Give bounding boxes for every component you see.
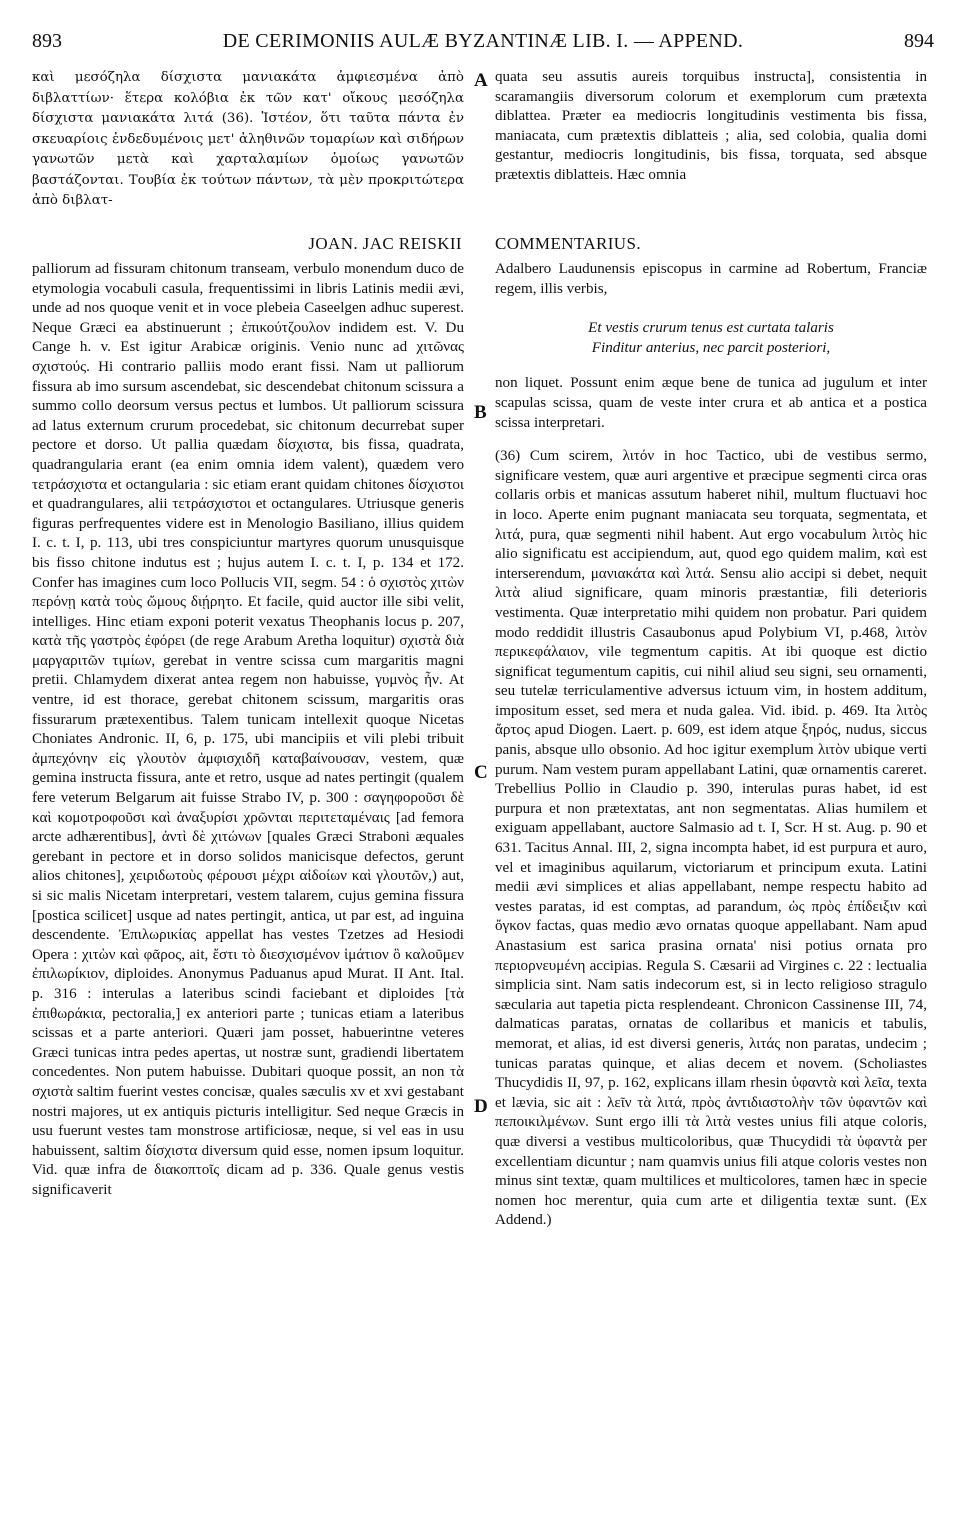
page-header — [32, 30, 934, 58]
commentary-right-paragraph-2: non liquet. Possunt enim æque bene de tunica ad jugulum et inter scapulas scissa, quam de veste inter crura et ab antica et a postica scissa interpretari. — [495, 375, 927, 431]
commentary-left-column — [32, 260, 464, 1201]
commentary-note-36: (36) Cum scirem, λιτόν in hoc Tactico, ubi de vestibus sermo, significare vestem, quæ auri argentive et præcipue segmenti circa oras collaris orbis et manicas assutum haberet nihil, multum fluctuavi hoc in loco. Aperte enim pugnant maniacata seu torquata, segmentata, et λιτά, pura, quæ segmenti nihil habent. Aut ergo vocabulum λιτὸς hic alio significatu est accipiendum, aut, quod ego quidem malim, καὶ est interserendum, μανιακάτα καὶ λιτά. Sensu alio accipi si debet, nequit λιτὰ aliud significare, quam minoris præstantiæ, fili deterioris vestimenta. Quæ interpretatio mihi quidem non probatur. Pari quidem modo reddidit illustris Casaubonus apud Polybium VI, p.468, λιτὸν περικεφάλαιον, vile tegmentum capitis. At ibi quoque est dictio significat tegumentum capitis, cui nihil aliud seu signi, seu ornamenti, seu tutelæ terriculamentive adversus ictuum vim, in hostem additum, impositum esset, sed mera et nuda galea. Vid. ibid. p. 469. Ita λιτὸς ἄρτος apud Diogen. Laert. p. 609, est idem atque ξηρός, nudus, siccus panis, absque ullo obsonio. Ad hoc igitur exemplum λιτὸν ubique verti purum. Nam vestem puram appellabant Latini, quæ ornamentis careret. Trebellius Pollio in Claudio p. 390, interulas puras habet, id est purpura et non prætextatas, ant non segmentatas. Alias humilem et exiguam appellabant, auctore Salmasio ad t. I, Scr. H st. Aug. p. 90 et 631. Tacitus Annal. III, 2, signa incompta habet, id est purpura et auro, vel et imaginibus aquilarum, victoriarum et principum exuta. Latini medii ævi simplices et alias appellabant, nempe respectu habito ad vestes paratas, id est comptas, ad parandum, ὡς πρὸς ἐπίδειξιν καὶ ὄγκον factas, quas medio ævo ornatas quoque appellabant. Nam apud Anastasium est sarica prasina ornata' nisi potius ornata pro περιορνευμένη accipias. Regula S. Cæsarii ad Virgines c. 22 : lectualia simplicia sint. Nam satis indecorum est, si in lecto religioso stragulo sæcularia aut tapetia picta resplendeant. Chronicon Cassinense III, 74, dalmaticas paratas, ornatas de collaribus et manicis et tabulis, memorat, et alias, id est diversi generis, λιτάς non paratas, undecim ; tunicas paratas quinque, et alias decem et novem. (Scholiastes Thucydidis II, 97, p. 162, explicans illam rhesin ὑφαντὰ καὶ λεῖα, texta et lævia, sic ait : λεῖν τὰ λιτά, πρὸς ἀντιδιαστολὴν τῶν ὑφαντῶν καὶ πεποικιλμένων. Sunt ergo illi τὰ λιτὰ vestes unius fili atque coloris, quæ diversi a vestibus multicoloribus, quæ Thucydidi τὰ ὑφαντὰ per excellentiam dicuntur ; nam quamvis unius fili atque coloris vestes non minus sint textæ, quam multilices et multicolores, tamen hæc in specie nomen hoc merentur, quia cum arte et diligentia textæ sunt. (Ex Addend.) — [495, 448, 927, 1229]
verse-line-2: Finditur anterius, nec parcit posteriori, — [591, 339, 831, 356]
page-number-right: 894 — [904, 30, 934, 52]
greek-text-block — [32, 68, 464, 212]
commentary-right-paragraph-1: Adalbero Laudunensis episcopus in carmine ad Robertum, Franciæ regem, illis verbis, — [495, 261, 927, 297]
margin-marker-b: B — [474, 402, 487, 423]
verse-line-1: Et vestis crurum tenus est curtata talaris — [588, 320, 834, 337]
page-number-left: 893 — [32, 30, 62, 52]
commentary-heading-left: JOAN. JAC REISKII — [308, 234, 462, 253]
commentary-heading-right: COMMENTARIUS. — [495, 234, 641, 253]
latin-translation: quata seu assutis aureis torquibus instructa], consistentia in scaramangiis diversorum colorum et exemplorum cum prætexta diblattea. Præter ea mediocris longitudinis vestimenta bis fissa, maniacata, cum prætextis diblatteis ; alia, sed colobia, qualia domi gestantur, mediocris longitudinis, bis fissa, torquata, sed absque prætextis diblatteis. Hæc omnia — [495, 69, 927, 183]
margin-marker-c: C — [474, 762, 488, 783]
verse-quotation — [495, 319, 927, 358]
commentary-left-paragraph: palliorum ad fissuram chitonum transeam, verbulo monendum duco de etymologia vocabuli casula, frequentissimi in libris Latinis medii ævi, unde ad nos quoque venit et in voce plebeia Caseelgen adhuc superest. Neque Græci ea abstinuerunt ; ἐπικούτζουλον indidem est. V. Du Cange h. v. Est igitur Arabicæ originis. Venio nunc ad χιτῶνας σχιστούς. Hi contrario palliis modo erant fissi. Nam ut palliorum fissura ab imo sursum ascendebat, sic descendebat chitonum scissura a summo collo deorsum versus pectus et lumbos. Ut palliorum scissura ad latus externum crurum procedebat, sic chitonum decurrebat super pectore et dorso. Ut pallia quædam δίσχιστα, bis fissa, quadrata, quadrangularia erant (ea enim omnia idem valent), quædem vero τετράσχιστα et octangularia : sic etiam erant quidam chitones δίσχιστοι et quadrangulares, alii τετράσχιστοι et octangulares. Utriusque generis figuras perfrequentes videre est in Menologio Basiliano, illius quidem I. c. t. I, p. 113, ubi tres conspiciuntur martyres quorum unusquisque bis fisso chitone indutus est ; hujus autem I. c. t. I, p. 134 et 172. Confer has imagines cum loco Pollucis VII, segm. 54 : ὁ σχιστὸς χιτὼν περόνῃ κατὰ τοὺς ὤμους διῄρητο. Et facile, quid auctor ille sibi velit, intelliges. Hinc etiam exponi poterit vexatus Theophanis locus p. 207, κατὰ τῆς γαστρὸς ἐφόρει (de rege Arabum Aretha loquitur) σχιστὰ διὰ μαργαριτῶν τιμίων, gerebat in ventre scissa cum margaritis magni pretii. Chlamydem dixerat antea regem non habuisse, γυμνὸς ἦν. At ventre, id est thorace, gerebat chitonem scissum, margaritis oras fissurarum prætexentibus. Talem tunicam intellexit quoque Nicetas Choniates Andronic. II, 6, p. 175, ubi mancipiis et vili plebi tribuit ἀμπεχόνην εἰς γλουτὸν ἀμφισχιδῆ καταβαίνουσαν, vestem, quæ gemina instructa fissura, ante et retro, usque ad nates pertingit (qualem fere veterum Belgarum ait fuisse Strabo IV, p. 300 : σαγηφοροῦσι δὲ καὶ κομοτροφοῦσι καὶ ἀναξυρίσι χρῶνται περιτεταμέναις [ad femora arcte adhærentibus], ἀντὶ δὲ χιτώνων [quales Græci Straboni æquales gerebant in pectore et in dorso solidos manicisque defectos, gerunt alios chitones], χειριδωτοὺς φέρουσι μέχρι αἰδοίων καὶ γλουτῶν,) aut, si sic malis Nicetam interpretari, vestem talarem, cujus gemina fissura [postica scilicet] usque ad nates pertingit, antica, ut par est, ad inguina descendente. Ἐπιλωρικίας appellat has vestes Tzetzes ad Hesiodi Opera : χιτὼν καὶ φᾶρος, ait, ἔστι τὸ διεσχισμένον ἱμάτιον ὃ καλοῦμεν ἐπιλωρίκιον, diploides. Anonymus Paduanus apud Murat. II Ant. Ital. p. 316 : interulas a lateribus scindi faciebant et diploides [τὰ ἐπιθωράκια, pectoralia,] ex anteriori parte ; tunicas etiam a lateribus scissas et a parte anteriori. Quæri jam posset, habuerintne veteres Græci tunicas intra pedes apertas, ut nostræ sunt, gradiendi libertatem concedentes. Non putem habuisse. Dubitari quoque possit, an non τὰ σχιστὰ saltim fuerint vestes concisæ, quales sæculis xv et xvi gestabant nostri majores, ut ex antiquis picturis intelligitur. Sed neque Græcis in usu fuerunt vestes tam monstrose artificiosæ, neque, si vel eas in usu habuissent, saltim δίσχιστα diversum quid esse, nomen ipsum loquitur. Vid. quæ infra de διακοπτοῖς dicam ad p. 336. Quale genus vestis significaverit — [32, 261, 464, 1198]
greek-text: καὶ μεσόζηλα δίσχιστα μανιακάτα ἀμφιεσμένα ἀπὸ διβλαττίων· ἕτερα κολόβια ἐκ τῶν κατ' οἴκους μεσόζηλα δίσχιστα μανιακάτα λιτά (36). Ἰστέον, ὅτι ταῦτα πάντα ἐν σκευαρίοις ἐνδεδυμένοις μετ' ἀληθινῶν τομαρίων καὶ σιδήρων γανωτῶν μετὰ καὶ χαρταλαμίων ὁμοίως γανωτῶν βαστάζονται. Τουβία ἐκ τούτων πάντων, τὰ μὲν προκριτώτερα ἀπὸ διβλατ- — [32, 70, 464, 208]
commentary-right-column — [495, 260, 927, 1231]
margin-marker-d: D — [474, 1096, 488, 1117]
margin-marker-a: A — [474, 70, 488, 91]
latin-translation-block — [495, 68, 927, 186]
running-title: DE CERIMONIIS AULÆ BYZANTINÆ LIB. I. — APPEND. — [222, 30, 744, 52]
